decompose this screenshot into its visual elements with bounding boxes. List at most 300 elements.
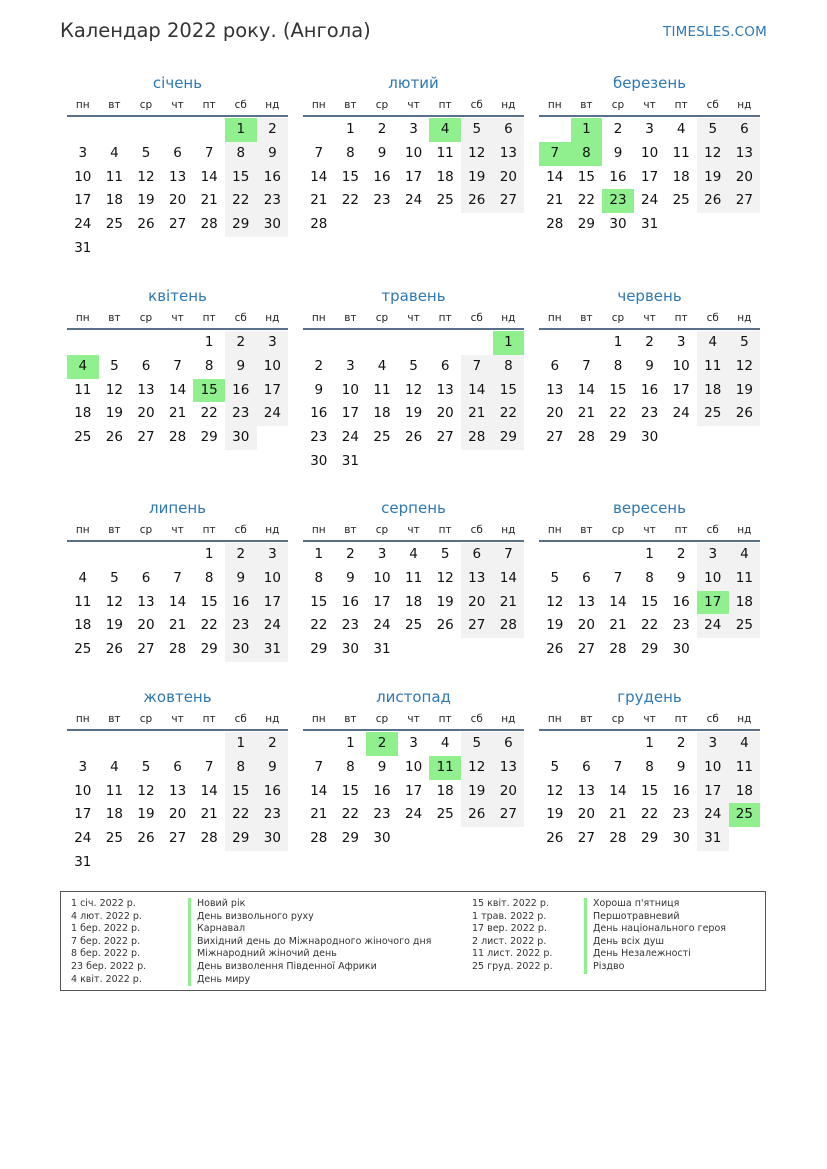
- empty-cell: [162, 331, 194, 355]
- holiday-date: 7 бер. 2022 р.: [71, 935, 141, 947]
- day-cell: 4: [729, 543, 761, 567]
- day-cell: 18: [404, 593, 423, 610]
- day-cell: 29: [200, 429, 218, 446]
- month-name: липень: [148, 499, 207, 517]
- weekday-label: пт: [202, 524, 216, 536]
- day-cell: 18: [729, 780, 761, 804]
- day-cell: 8: [225, 142, 257, 166]
- month-4: [67, 284, 288, 450]
- empty-cell: [193, 732, 225, 756]
- day-cell: 30: [640, 429, 659, 446]
- weekday-label: пт: [674, 312, 688, 324]
- weekday-label: нд: [265, 99, 280, 111]
- empty-cell: [539, 331, 571, 355]
- weekday-label: чт: [643, 312, 656, 324]
- day-grid: [303, 543, 524, 662]
- day-cell: 21: [461, 402, 493, 426]
- day-cell: 18: [105, 806, 123, 823]
- day-cell: 18: [672, 168, 690, 185]
- weekday-label: вт: [344, 713, 357, 725]
- empty-cell: [130, 331, 162, 355]
- day-cell: 10: [640, 144, 659, 161]
- day-cell: 10: [697, 756, 729, 780]
- day-cell: 7: [204, 144, 214, 161]
- day-cell: 30: [225, 638, 257, 662]
- day-cell: 19: [697, 166, 729, 190]
- weekday-label: ср: [139, 312, 153, 324]
- empty-cell: [398, 331, 430, 355]
- day-cell: 7: [173, 357, 182, 374]
- day-cell: 12: [461, 756, 493, 780]
- weekday-header: [539, 308, 760, 330]
- day-cell: 28: [493, 614, 525, 638]
- day-cell: 17: [74, 806, 92, 823]
- holiday-date: 8 бер. 2022 р.: [71, 948, 141, 960]
- day-cell: 30: [257, 827, 289, 851]
- weekday-label: ср: [611, 99, 625, 111]
- weekday-label: сб: [706, 99, 719, 111]
- holiday-day-cell: 17: [697, 591, 729, 615]
- weekday-label: пн: [547, 524, 562, 536]
- day-cell: 17: [404, 168, 423, 185]
- day-cell: 13: [577, 782, 595, 799]
- day-cell: 15: [310, 593, 328, 610]
- day-cell: 20: [137, 405, 155, 422]
- day-cell: 21: [609, 617, 627, 634]
- weekday-label: вт: [108, 99, 121, 111]
- day-cell: 30: [672, 641, 690, 658]
- day-cell: 15: [640, 593, 659, 610]
- weekday-header: [539, 520, 760, 542]
- day-cell: 16: [225, 379, 257, 403]
- weekday-label: сб: [706, 524, 719, 536]
- day-cell: 7: [204, 758, 214, 775]
- day-cell: 11: [729, 567, 761, 591]
- day-cell: 29: [640, 830, 659, 847]
- day-grid: [67, 331, 288, 450]
- weekday-label: нд: [501, 312, 516, 324]
- day-cell: 22: [493, 402, 525, 426]
- day-cell: 27: [546, 429, 564, 446]
- day-cell: 19: [137, 806, 155, 823]
- day-cell: 6: [582, 758, 591, 775]
- day-cell: 16: [257, 780, 289, 804]
- day-cell: 14: [200, 782, 218, 799]
- day-cell: 12: [546, 782, 564, 799]
- day-cell: 11: [436, 144, 454, 161]
- weekday-label: вт: [344, 99, 357, 111]
- month-10: [67, 685, 288, 875]
- weekday-label: пн: [311, 713, 326, 725]
- day-cell: 20: [577, 617, 595, 634]
- day-cell: 16: [341, 593, 359, 610]
- day-cell: 26: [436, 617, 454, 634]
- day-cell: 15: [225, 780, 257, 804]
- weekday-label: сб: [470, 99, 483, 111]
- holiday-day-cell: 11: [429, 756, 461, 780]
- weekday-label: нд: [501, 713, 516, 725]
- month-name: травень: [381, 287, 446, 305]
- day-cell: 30: [257, 213, 289, 237]
- day-cell: 23: [257, 803, 289, 827]
- day-cell: 15: [200, 593, 218, 610]
- day-cell: 7: [582, 357, 591, 374]
- weekday-label: нд: [265, 312, 280, 324]
- day-cell: 28: [546, 216, 564, 233]
- day-cell: 13: [577, 593, 595, 610]
- day-cell: 7: [314, 758, 324, 775]
- day-cell: 16: [373, 168, 391, 185]
- holiday-day-cell: 4: [67, 355, 99, 379]
- empty-cell: [67, 543, 99, 567]
- day-cell: 11: [729, 756, 761, 780]
- empty-cell: [99, 543, 131, 567]
- day-cell: 4: [110, 758, 119, 775]
- day-cell: 25: [105, 830, 123, 847]
- day-cell: 31: [257, 638, 289, 662]
- day-cell: 22: [310, 617, 328, 634]
- day-cell: 5: [461, 732, 493, 756]
- day-cell: 7: [173, 569, 182, 586]
- day-cell: 24: [640, 192, 659, 209]
- day-cell: 18: [74, 617, 92, 634]
- day-cell: 30: [609, 216, 627, 233]
- day-cell: 24: [257, 614, 289, 638]
- day-cell: 1: [645, 546, 654, 562]
- empty-cell: [366, 331, 398, 355]
- month-1: [67, 71, 288, 261]
- day-cell: 3: [257, 331, 289, 355]
- month-name: березень: [612, 74, 687, 92]
- empty-cell: [602, 732, 634, 756]
- holiday-date: 2 лист. 2022 р.: [472, 935, 547, 947]
- day-cell: 27: [168, 830, 187, 847]
- day-cell: 8: [645, 569, 654, 586]
- weekday-label: вт: [580, 99, 593, 111]
- holiday-day-cell: 7: [539, 142, 571, 166]
- weekday-header: [303, 709, 524, 731]
- day-cell: 12: [546, 593, 564, 610]
- empty-cell: [130, 118, 162, 142]
- holiday-date: 15 квіт. 2022 р.: [472, 898, 549, 909]
- day-cell: 19: [461, 166, 493, 190]
- day-cell: 21: [546, 192, 564, 209]
- weekday-header: [539, 95, 760, 117]
- holiday-name: День визволення Південної Африки: [188, 961, 377, 974]
- month-name: квітень: [148, 287, 207, 305]
- day-cell: 27: [577, 830, 595, 847]
- weekday-label: сб: [234, 713, 247, 725]
- day-cell: 14: [168, 593, 187, 610]
- day-cell: 28: [577, 429, 595, 446]
- day-cell: 10: [404, 144, 423, 161]
- weekday-label: пт: [438, 312, 452, 324]
- weekday-label: пт: [202, 99, 216, 111]
- day-cell: 16: [640, 381, 659, 398]
- weekday-label: ср: [375, 524, 389, 536]
- month-name: жовтень: [143, 688, 212, 706]
- day-cell: 27: [461, 614, 493, 638]
- day-cell: 21: [168, 405, 187, 422]
- day-cell: 20: [729, 166, 761, 190]
- day-cell: 23: [341, 617, 359, 634]
- day-cell: 5: [440, 546, 450, 562]
- weekday-label: ср: [611, 312, 625, 324]
- day-cell: 15: [577, 168, 595, 185]
- day-cell: 5: [110, 357, 119, 374]
- day-cell: 29: [225, 213, 257, 237]
- day-cell: 17: [640, 168, 659, 185]
- empty-cell: [571, 732, 603, 756]
- month-8: [303, 496, 524, 662]
- weekday-label: пт: [674, 99, 688, 111]
- day-cell: 6: [493, 732, 525, 756]
- day-cell: 19: [137, 192, 155, 209]
- day-cell: 2: [257, 732, 289, 756]
- month-name: грудень: [617, 688, 682, 706]
- weekday-label: сб: [470, 524, 483, 536]
- holiday-date: 23 бер. 2022 р.: [71, 961, 147, 972]
- day-cell: 22: [200, 617, 218, 634]
- weekday-label: чт: [407, 312, 420, 324]
- month-name: січень: [152, 74, 203, 92]
- weekday-label: нд: [737, 99, 752, 111]
- day-cell: 12: [105, 381, 123, 398]
- holiday-day-cell: 15: [193, 379, 225, 403]
- weekday-label: чт: [407, 713, 420, 725]
- day-cell: 2: [645, 334, 654, 350]
- day-cell: 31: [74, 239, 92, 256]
- weekday-label: сб: [706, 312, 719, 324]
- day-cell: 18: [105, 192, 123, 209]
- day-cell: 31: [341, 452, 359, 469]
- month-6: [539, 284, 760, 450]
- empty-cell: [162, 732, 194, 756]
- day-cell: 19: [461, 780, 493, 804]
- weekday-label: нд: [265, 524, 280, 536]
- day-cell: 28: [310, 216, 328, 233]
- day-cell: 9: [645, 357, 654, 374]
- day-cell: 19: [546, 617, 564, 634]
- day-cell: 12: [461, 142, 493, 166]
- day-cell: 26: [137, 830, 155, 847]
- month-7: [67, 496, 288, 662]
- day-cell: 17: [341, 405, 359, 422]
- day-cell: 27: [168, 216, 187, 233]
- weekday-label: чт: [643, 99, 656, 111]
- day-cell: 1: [204, 334, 214, 350]
- day-cell: 24: [257, 402, 289, 426]
- month-12: [539, 685, 760, 851]
- day-cell: 5: [697, 118, 729, 142]
- weekday-label: ср: [139, 99, 153, 111]
- weekday-label: пт: [438, 524, 452, 536]
- day-cell: 26: [729, 402, 761, 426]
- weekday-header: [303, 520, 524, 542]
- day-cell: 26: [546, 641, 564, 658]
- day-cell: 5: [729, 331, 761, 355]
- day-cell: 9: [676, 758, 686, 775]
- day-cell: 5: [141, 144, 151, 161]
- day-cell: 20: [168, 192, 187, 209]
- day-cell: 11: [404, 569, 423, 586]
- day-cell: 23: [257, 189, 289, 213]
- day-cell: 3: [346, 357, 355, 374]
- day-cell: 27: [577, 641, 595, 658]
- weekday-label: сб: [234, 99, 247, 111]
- day-cell: 20: [168, 806, 187, 823]
- day-cell: 16: [672, 593, 690, 610]
- holiday-name: Міжнародний жіночий день: [188, 948, 337, 961]
- day-cell: 28: [168, 641, 187, 658]
- weekday-label: сб: [234, 524, 247, 536]
- day-cell: 8: [613, 357, 623, 374]
- month-name: серпень: [381, 499, 446, 517]
- holiday-day-cell: 2: [366, 732, 398, 756]
- day-cell: 23: [672, 617, 690, 634]
- day-cell: 16: [257, 166, 289, 190]
- holiday-date: 25 груд. 2022 р.: [472, 961, 553, 972]
- weekday-label: нд: [737, 524, 752, 536]
- month-11: [303, 685, 524, 851]
- day-cell: 5: [110, 569, 119, 586]
- day-cell: 16: [672, 782, 690, 799]
- weekday-label: пн: [75, 312, 90, 324]
- day-cell: 18: [436, 168, 454, 185]
- day-cell: 4: [409, 546, 418, 562]
- holiday-name: Вихідний день до Міжнародного жіночого дня: [188, 936, 431, 949]
- day-cell: 9: [225, 567, 257, 591]
- weekday-label: нд: [501, 99, 516, 111]
- day-cell: 14: [546, 168, 564, 185]
- day-cell: 5: [141, 758, 151, 775]
- day-grid: [303, 331, 524, 474]
- weekday-label: сб: [470, 713, 483, 725]
- weekday-header: [67, 308, 288, 330]
- weekday-label: ср: [375, 713, 389, 725]
- day-cell: 12: [404, 381, 423, 398]
- weekday-header: [303, 95, 524, 117]
- day-cell: 31: [697, 827, 729, 851]
- day-cell: 14: [310, 168, 328, 185]
- weekday-label: нд: [265, 713, 280, 725]
- month-name: листопад: [376, 688, 451, 706]
- day-cell: 5: [461, 118, 493, 142]
- day-cell: 7: [613, 569, 623, 586]
- day-cell: 1: [645, 735, 654, 751]
- day-cell: 5: [409, 357, 418, 374]
- day-cell: 12: [436, 569, 454, 586]
- holiday-day-cell: 23: [602, 189, 634, 213]
- holiday-name: День національного героя: [584, 923, 726, 936]
- weekday-label: пн: [311, 312, 326, 324]
- day-cell: 9: [225, 355, 257, 379]
- day-cell: 14: [577, 381, 595, 398]
- weekday-label: пн: [75, 713, 90, 725]
- weekday-label: пн: [547, 312, 562, 324]
- day-cell: 9: [377, 144, 387, 161]
- weekday-label: ср: [139, 524, 153, 536]
- day-cell: 19: [105, 405, 123, 422]
- day-cell: 14: [609, 593, 627, 610]
- empty-cell: [67, 732, 99, 756]
- weekday-header: [67, 95, 288, 117]
- day-cell: 29: [200, 641, 218, 658]
- day-cell: 22: [640, 617, 659, 634]
- day-cell: 21: [310, 192, 328, 209]
- site-link[interactable]: TIMESLES.COM: [663, 24, 767, 40]
- day-cell: 4: [440, 735, 450, 751]
- day-cell: 24: [74, 830, 92, 847]
- day-cell: 26: [105, 429, 123, 446]
- day-cell: 29: [640, 641, 659, 658]
- day-cell: 1: [346, 735, 355, 751]
- day-cell: 21: [200, 806, 218, 823]
- day-grid: [539, 543, 760, 662]
- day-cell: 7: [493, 543, 525, 567]
- day-cell: 19: [729, 379, 761, 403]
- weekday-label: пт: [438, 713, 452, 725]
- day-cell: 10: [341, 381, 359, 398]
- day-cell: 23: [225, 614, 257, 638]
- day-cell: 25: [74, 429, 92, 446]
- weekday-label: вт: [580, 524, 593, 536]
- day-cell: 13: [546, 381, 564, 398]
- day-cell: 2: [613, 121, 623, 137]
- weekday-header: [539, 709, 760, 731]
- month-name: лютий: [388, 74, 439, 92]
- day-cell: 29: [577, 216, 595, 233]
- weekday-header: [67, 709, 288, 731]
- holiday-date: 1 бер. 2022 р.: [71, 923, 141, 935]
- day-cell: 11: [105, 168, 123, 185]
- day-cell: 8: [346, 144, 355, 161]
- empty-cell: [162, 543, 194, 567]
- day-cell: 26: [404, 429, 423, 446]
- day-cell: 2: [225, 543, 257, 567]
- day-cell: 3: [78, 144, 88, 161]
- day-cell: 22: [225, 189, 257, 213]
- day-cell: 26: [697, 189, 729, 213]
- holiday-name: Хороша п'ятниця: [584, 898, 679, 911]
- day-cell: 14: [200, 168, 218, 185]
- empty-cell: [67, 118, 99, 142]
- holiday-day-cell: 4: [429, 118, 461, 142]
- day-cell: 24: [341, 429, 359, 446]
- day-cell: 11: [373, 381, 391, 398]
- day-cell: 14: [461, 379, 493, 403]
- month-3: [539, 71, 760, 237]
- day-cell: 25: [436, 806, 454, 823]
- day-cell: 11: [105, 782, 123, 799]
- day-cell: 9: [346, 569, 355, 586]
- day-cell: 23: [310, 429, 328, 446]
- day-cell: 12: [137, 168, 155, 185]
- holiday-day-cell: 1: [571, 118, 603, 142]
- day-cell: 10: [74, 168, 92, 185]
- holiday-name: Новий рік: [188, 898, 245, 911]
- day-cell: 22: [640, 806, 659, 823]
- empty-cell: [539, 543, 571, 567]
- weekday-label: чт: [171, 713, 184, 725]
- day-cell: 27: [493, 189, 525, 213]
- empty-cell: [130, 543, 162, 567]
- day-cell: 6: [550, 357, 560, 374]
- empty-cell: [99, 732, 131, 756]
- weekday-label: вт: [580, 713, 593, 725]
- day-cell: 17: [257, 591, 289, 615]
- day-cell: 28: [200, 830, 218, 847]
